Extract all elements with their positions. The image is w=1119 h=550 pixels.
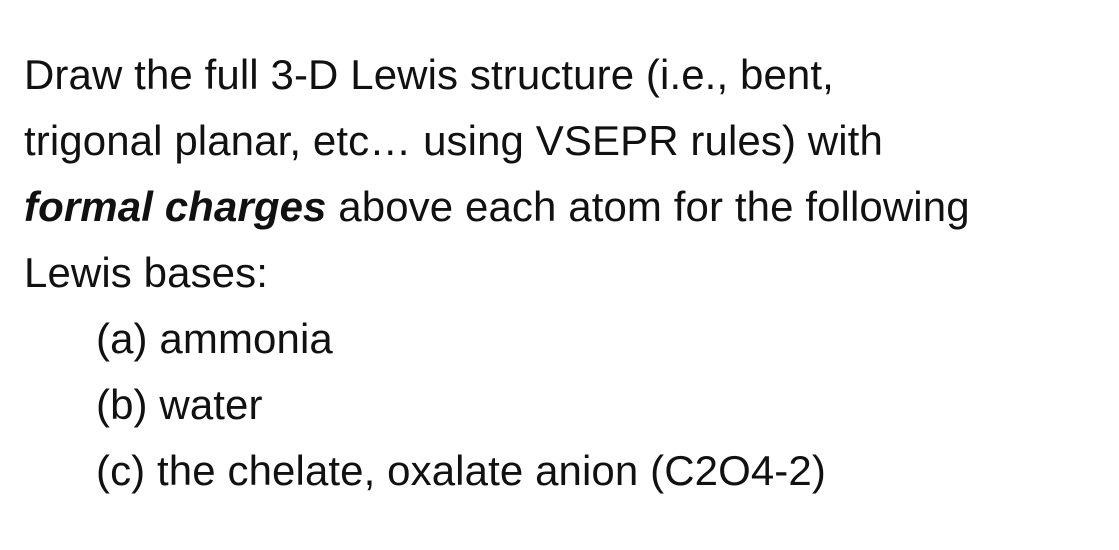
item-list <box>96 306 1114 504</box>
prompt-line-4: Lewis bases: <box>24 249 268 296</box>
question-text <box>24 42 1114 504</box>
prompt-line-2: trigonal planar, etc… using VSEPR rules) with <box>24 117 883 164</box>
formal-charges-emphasis: formal charges <box>24 183 327 230</box>
list-item-oxalate: (c) the chelate, oxalate anion (C2O4-2) <box>96 447 826 494</box>
prompt-line-3 <box>24 174 1114 240</box>
prompt-line-3-rest: above each atom for the following <box>326 183 970 230</box>
list-item-water: (b) water <box>96 381 263 428</box>
prompt-line-1: Draw the full 3-D Lewis structure (i.e., bent, <box>24 51 834 98</box>
list-item-ammonia: (a) ammonia <box>96 315 333 362</box>
